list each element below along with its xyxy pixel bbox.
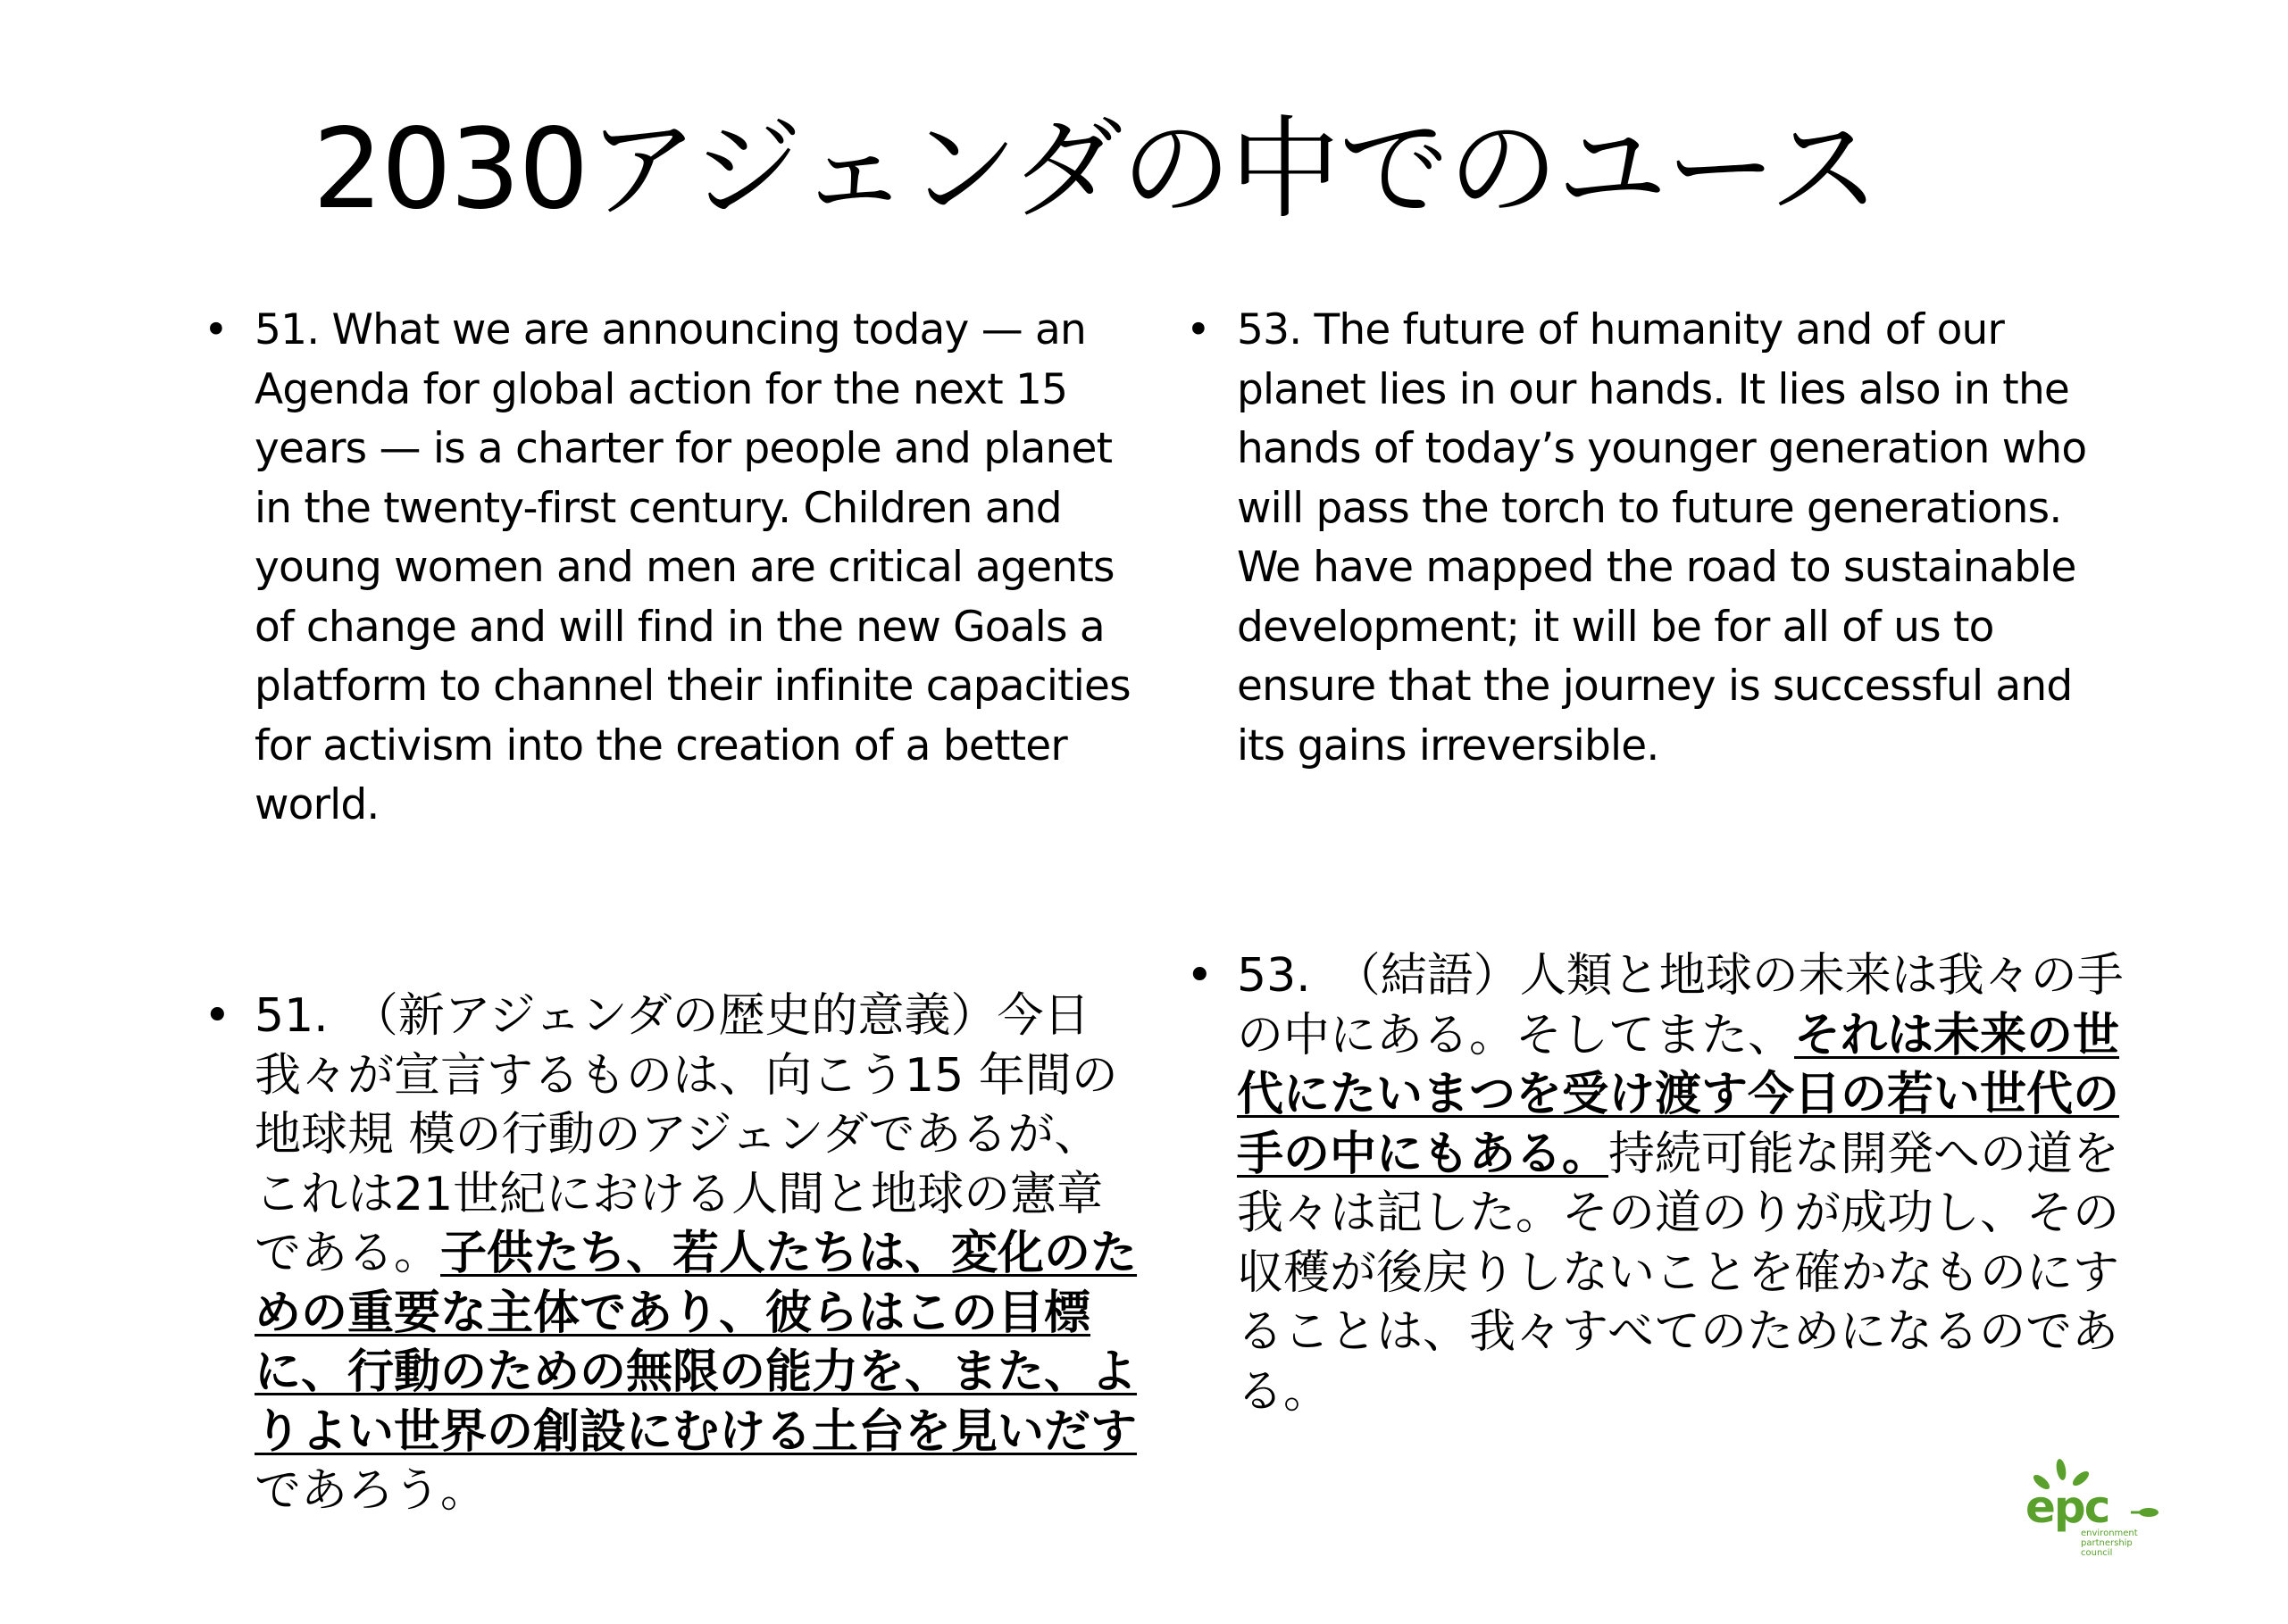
left-japanese-highlight: 子供たち、若人たちは、変化のための重要な主体であり、彼らはこの目標に、行動のための無限の能力を、また、よりよい世界の創設にむける土台を見いだす: [255, 1227, 1138, 1459]
logo-line-1: environment: [2081, 1528, 2138, 1538]
left-japanese-text-end: であろう。: [255, 1464, 488, 1518]
slide-title: 2030アジェンダの中でのユース: [313, 105, 1878, 234]
right-japanese-text-end: 持続可能な開発への道を我々は記した。その道のりが成功し、その収穫が後戻りしないことを確かなものにすることは、我々すべてのためになるのである。: [1237, 1127, 2120, 1419]
logo-subtitle: [2081, 1528, 2161, 1558]
logo-line-3: council: [2081, 1548, 2113, 1558]
left-japanese-text: 51. （新アジェンダの歴史的意義）今日我々が宣言するものは、向こう15 年間の地球規 模の行動のアジェンダであるが、これは21世紀における人間と地球の憲章である。: [255, 989, 1118, 1280]
logo-line-2: partnership: [2081, 1538, 2133, 1548]
right-japanese-bullet: [1179, 946, 2125, 1421]
left-japanese-bullet: [196, 987, 1143, 1521]
right-japanese-text: 53. （結語）人類と地球の未来は我々の手の中にある。そしてまた、: [1237, 949, 2124, 1062]
logo-mark: epc: [2025, 1481, 2109, 1533]
right-english-bullet: [1179, 301, 2125, 776]
right-japanese-highlight: それは未来の世代にたいまつを受け渡す今日の若い世代の手の中にもある。: [1237, 1008, 2120, 1181]
left-english-bullet: [196, 301, 1143, 836]
left-english-text: 51. What we are announcing today — an Agenda for global action for the next 15 years — is a charter for people and planet in the twenty-first century. Children and young women and men are critical agents of change and will find in the new Goals a platform to channel their infinite capacities for activism into the creation of a better world.: [255, 305, 1131, 829]
epc-logo: [2025, 1457, 2159, 1573]
right-english-text: 53. The future of humanity and of our planet lies in our hands. It lies also in the hands of today’s younger generation who will pass the torch to future generations. We have mapped the road to sustainable development; it will be for all of us to ensure that the journey is successful and its gains irreversible.: [1237, 305, 2087, 770]
